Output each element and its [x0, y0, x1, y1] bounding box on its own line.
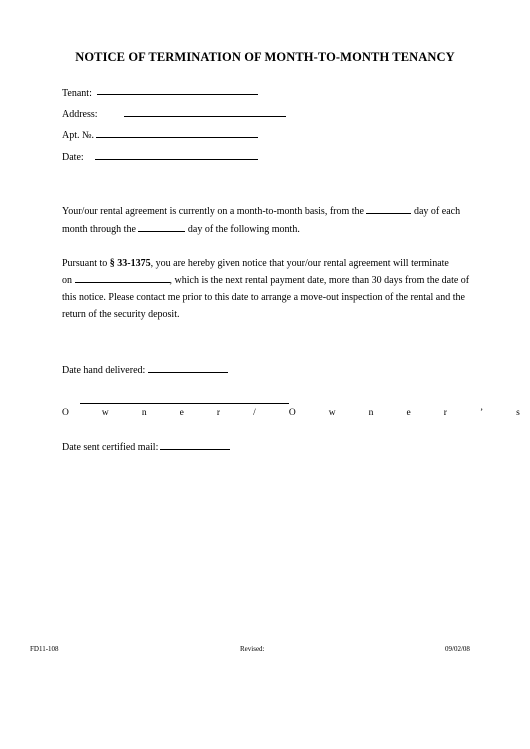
owner-signature-letter: w: [101, 408, 109, 418]
owner-signature-letter: n: [141, 408, 147, 418]
para2-text-b: , you are hereby given notice that your/our rental agreement will terminate: [150, 258, 449, 269]
owner-signature-letter: r: [443, 408, 447, 418]
date-label: Date:: [62, 152, 84, 163]
hand-delivered-date-line[interactable]: [148, 372, 228, 373]
owner-signature-letter: ’: [479, 408, 484, 418]
statute-reference: § 33-1375: [109, 258, 151, 269]
apt-number-label: Apt. №.: [62, 130, 95, 141]
address-label: Address:: [62, 109, 98, 120]
owner-signature-letter: w: [328, 408, 336, 418]
paragraph-2-line-4: return of the security deposit.: [62, 309, 180, 320]
para1-text-b: day of each: [413, 206, 461, 217]
para2-text-c: on: [62, 275, 72, 286]
tenant-field-line[interactable]: [97, 94, 258, 95]
owner-signature-letter: e: [179, 408, 184, 418]
apt-number-field-line[interactable]: [96, 137, 258, 138]
start-day-blank[interactable]: [366, 204, 411, 214]
paragraph-1-line-2: [62, 219, 300, 240]
owner-signature-label: [62, 408, 520, 418]
termination-date-blank[interactable]: [75, 273, 170, 283]
tenant-label: Tenant:: [62, 88, 92, 99]
document-title: NOTICE OF TERMINATION OF MONTH-TO-MONTH TENANCY: [75, 50, 455, 64]
para1-text-a: Your/our rental agreement is currently on a month-to-month basis, from the: [62, 206, 364, 217]
owner-signature-letter: e: [406, 408, 411, 418]
revised-label: Revised:: [240, 645, 265, 653]
date-field-line[interactable]: [95, 159, 258, 160]
hand-delivered-label: Date hand delivered:: [62, 365, 146, 376]
owner-signature-letter: s: [516, 408, 520, 418]
para1-text-d: day of the following month.: [187, 224, 300, 235]
owner-signature-letter: O: [62, 408, 69, 418]
para1-text-c: month through the: [62, 224, 136, 235]
address-field-line[interactable]: [124, 116, 286, 117]
certified-mail-label: Date sent certified mail:: [62, 442, 159, 453]
owner-signature-line[interactable]: [80, 403, 289, 404]
owner-signature-letter: O: [288, 408, 296, 418]
certified-mail-date-line[interactable]: [160, 449, 230, 450]
owner-signature-letter: r: [216, 408, 221, 418]
form-number: FD11-108: [30, 645, 59, 653]
revised-date: 09/02/08: [445, 645, 470, 653]
owner-signature-letter: n: [368, 408, 374, 418]
para2-text-d: , which is the next rental payment date, more than 30 days from the date of: [169, 275, 470, 286]
paragraph-2-line-3: this notice. Please contact me prior to this date to arrange a move-out inspection of the rental and the: [62, 292, 465, 303]
para2-text-a: Pursuant to: [62, 258, 108, 269]
end-day-blank[interactable]: [138, 222, 185, 232]
owner-signature-letter: /: [253, 408, 256, 418]
